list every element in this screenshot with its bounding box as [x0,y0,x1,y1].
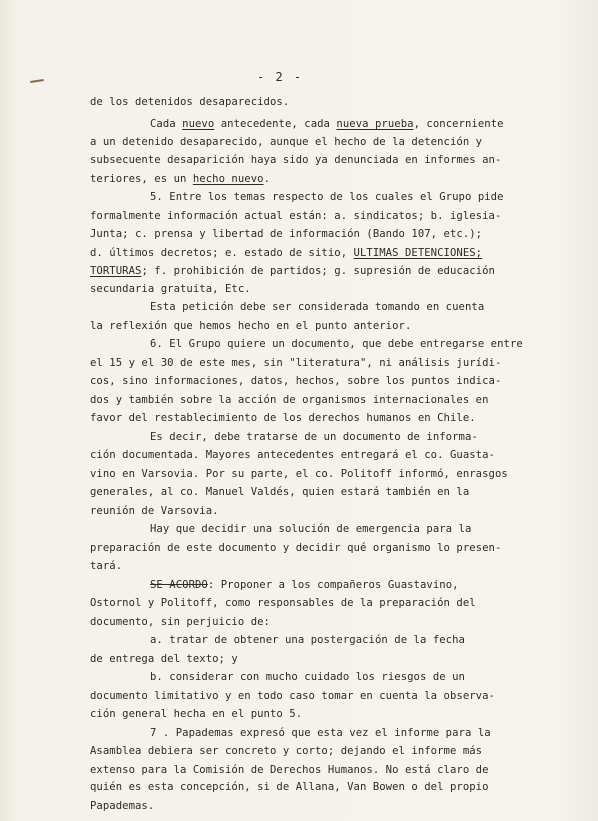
text-segment: formalmente información actual están: a. sindicatos; b. iglesia- [90,209,502,222]
text-segment: Esta petición debe ser considerada tomando en cuenta [150,301,485,314]
text-line [90,468,508,480]
text-segment: 5. Entre los temas respecto de los cuales el Grupo pide [150,191,504,204]
text-line [150,191,504,203]
text-line [90,653,238,665]
text-segment: extenso para la Comisión de Derechos Humanos. No está claro de [90,763,489,776]
text-segment: secundaria gratuita, Etc. [90,282,251,295]
text-line [150,431,478,443]
text-line [150,634,465,646]
text-segment: documento limitativo y en todo caso tomar en cuenta la observa- [90,689,495,702]
text-line [150,579,459,591]
text-line [90,560,122,572]
text-line [90,247,482,259]
text-line [150,338,523,350]
text-segment: vino en Varsovia. Por su parte, el co. Politoff informó, enrasgos [90,467,508,480]
text-segment: a. tratar de obtener una postergación de la fecha [150,634,465,647]
page-number: - 2 - [257,70,304,84]
text-line [90,449,495,461]
text-segment: favor del restablecimiento de los derechos humanos en Chile. [90,412,476,425]
text-segment: el 15 y el 30 de este mes, sin "literatura", ni análisis jurídi- [90,356,502,369]
text-segment: documento, sin perjuicio de: [90,615,270,628]
text-line [150,523,471,535]
text-segment: Ostornol y Politoff, como responsables de la preparación del [90,597,476,610]
text-line [90,764,489,776]
text-segment: cos, sino informaciones, datos, hechos, sobre los puntos indica- [90,375,502,388]
text-segment: , concerniente [413,118,504,131]
text-segment: Hay que decidir una solución de emergencia para la [150,523,472,536]
text-line [90,745,482,757]
text-segment: Cada [150,118,183,131]
text-segment: ción documentada. Mayores antecedentes entregará el co. Guasta- [90,449,495,462]
text-segment: 7 . Papademas expresó que esta vez el informe para la [150,726,491,739]
text-line [150,301,484,313]
text-line [90,486,469,498]
text-line [90,800,154,812]
text-segment: ; f. prohibición de partidos; g. supresión de educación [141,265,495,278]
text-line [90,283,251,295]
text-segment: generales, al co. Manuel Valdés, quien estará también en la [90,486,470,499]
text-line [90,542,501,554]
text-line [90,357,501,369]
text-segment: a un detenido desaparecido, aunque el hecho de la detención y [90,135,483,148]
text-line [90,210,501,222]
text-line [90,597,476,609]
text-segment: hecho nuevo [192,172,264,185]
text-segment: nueva prueba [336,118,414,131]
text-segment: de entrega del texto; y [90,652,238,665]
text-segment: . [263,172,271,185]
text-line [90,320,411,332]
text-line [150,671,465,683]
text-line [150,727,491,739]
text-segment: antecedente, cada [214,118,337,131]
text-segment: : Proponer a los compañeros Guastavino, [207,578,459,591]
text-segment: de los detenidos desaparecidos. [90,96,290,108]
text-segment: SE ACORDO [150,578,208,591]
text-segment: teriores, es un [90,172,193,185]
text-segment: reunión de Varsovia. [90,504,219,517]
text-line [90,412,476,424]
text-line [90,154,501,166]
text-line [90,96,289,108]
text-line [90,394,489,406]
pencil-mark [30,79,44,83]
text-segment: Es decir, debe tratarse de un documento de informa- [150,430,478,443]
text-segment: Junta; c. prensa y libertad de información (Bando 107, etc.); [90,228,483,241]
text-segment: tará. [90,560,123,573]
text-segment: ción general hecha en el punto 5. [90,708,303,721]
text-line [90,781,489,793]
text-segment: quién es esta concepción, si de Allana, Van Bowen o del propio [90,781,489,794]
text-segment: subsecuente desaparición haya sido ya denunciada en informes an- [90,154,502,167]
text-line [150,118,504,130]
text-line [90,136,482,148]
text-segment: la reflexión que hemos hecho en el punto anterior. [90,319,412,332]
text-line [90,690,495,702]
text-segment: Papademas. [90,800,155,812]
text-line [90,616,270,628]
text-segment: TORTURAS [90,265,142,278]
text-segment: d. últimos decretos; e. estado de sitio, [90,246,354,259]
text-line [90,708,302,720]
text-segment: b. considerar con mucho cuidado los riesgos de un [150,671,465,684]
text-segment: nuevo [182,118,215,131]
text-segment: 6. El Grupo quiere un documento, que debe entregarse entre [150,338,523,351]
text-line [90,375,501,387]
text-segment: Asamblea debiera ser concreto y corto; dejando el informe más [90,745,483,758]
text-segment: ULTIMAS DETENCIONES; [353,246,483,259]
text-segment: dos y también sobre la acción de organismos internacionales en [90,393,489,406]
text-segment: preparación de este documento y decidir qué organismo lo presen- [90,541,502,554]
text-line [90,505,219,517]
text-line [90,228,482,240]
text-line [90,173,270,185]
text-line [90,265,495,277]
